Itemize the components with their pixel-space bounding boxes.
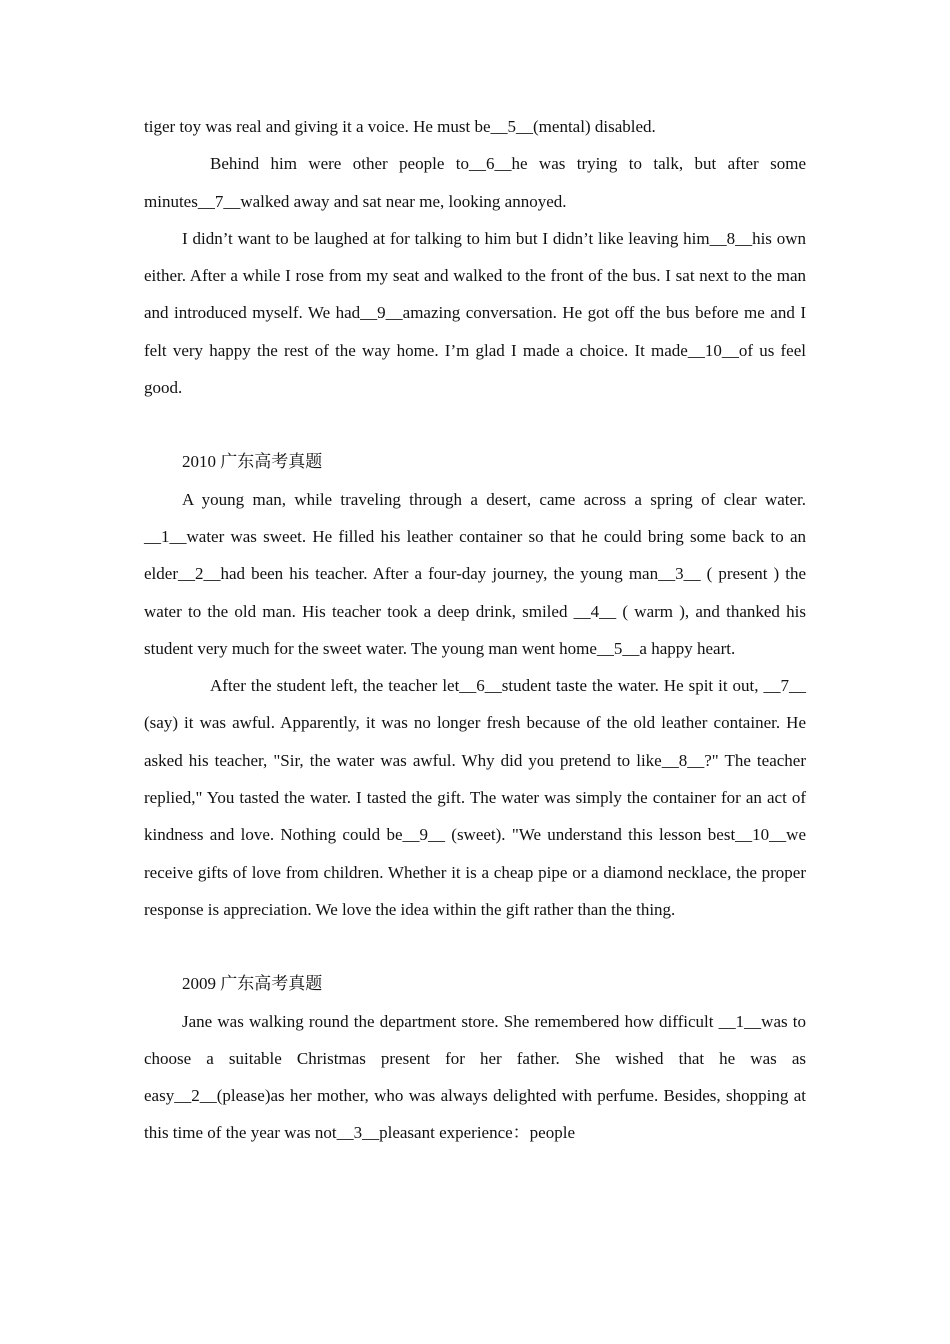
section-gap [144,406,806,443]
paragraph-2009-1: Jane was walking round the department store. She remembered how difficult __1__was to choose a suitable Christmas present for her father. She wished that he was as easy__2__(please)as her mother, who was always delighted with perfume. Besides, shopping at this time of the year was not__3__pleasant experience：people [144,1011,806,1143]
section-heading-2009: 2009 广东高考真题 [182,974,323,994]
paragraph-2010-2: After the student left, the teacher let__6__student taste the water. He spit it out, __7__ (say) it was awful. Apparently, it was no longer fresh because of the old leather container. He asked his teacher, "Sir, the water was awful. Why did you pretend to like__8__?" The teacher replied," You tasted the water. I tasted the gift. The water was simply the container for an act of kindness and love. Nothing could be__9__ (sweet). "We understand this lesson best__10__we receive gifts of love from children. Whether it is a cheap pipe or a diamond necklace, the proper response is appreciation. We love the idea within the gift rather than the thing. [144,676,806,919]
document-page [144,108,806,1152]
paragraph-prev-3: I didn’t want to be laughed at for talking to him but I didn’t like leaving him__8__his own either. After a while I rose from my seat and walked to the front of the bus. I sat next to the man and introduced myself. We had__9__amazing conversation. He got off the bus before me and I felt very happy the rest of the way home. I’m glad I made a choice. It made__10__of us feel good. [144,228,806,398]
paragraph-prev-2: Behind him were other people to__6__he was trying to talk, but after some minutes__7__walked away and sat near me, looking annoyed. [144,154,806,211]
section-heading-2010: 2010 广东高考真题 [182,452,323,472]
paragraph-prev-1: tiger toy was real and giving it a voice. He must be__5__(mental) disabled. [144,117,656,136]
paragraph-2010-1: A young man, while traveling through a desert, came across a spring of clear water. __1__water was sweet. He filled his leather container so that he could bring some back to an elder__2__had been his teacher. After a four-day journey, the young man__3__ ( present ) the water to the old man. His teacher took a deep drink, smiled __4__ ( warm ), and thanked his student very much for the sweet water. The young man went home__5__a happy heart. [144,489,806,658]
section-gap [144,928,806,965]
